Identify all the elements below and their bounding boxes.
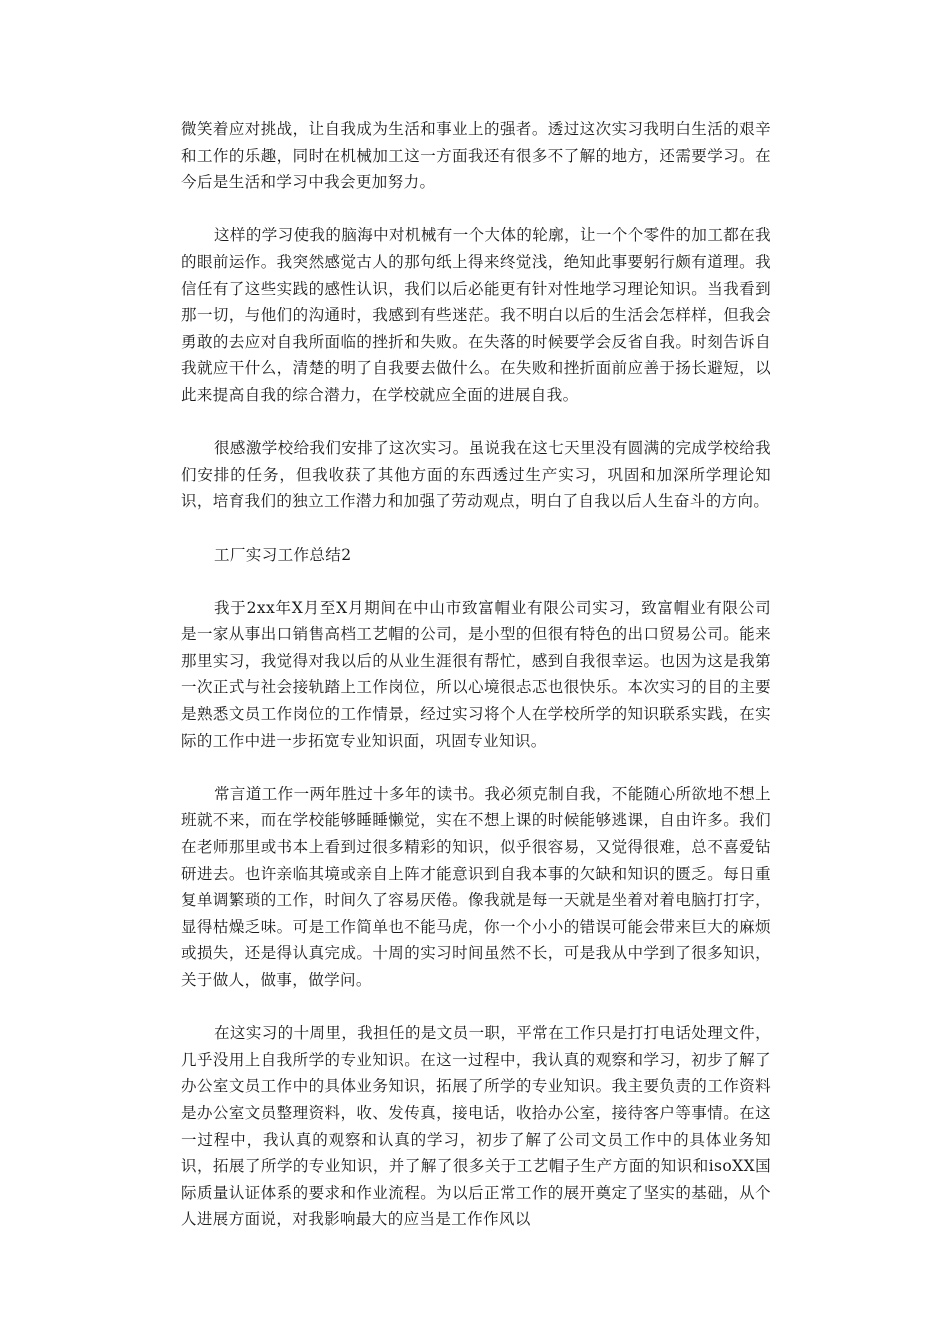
paragraph-continuation: 微笑着应对挑战，让自我成为生活和事业上的强者。透过这次实习我明白生活的艰辛和工作的乐趣，同时在机械加工这一方面我还有很多不了解的地方，还需要学习。在今后是生活和学习中我会更加努力。: [181, 120, 771, 192]
paragraph-work-vs-study: 常言道工作一两年胜过十多年的读书。我必须克制自我，不能随心所欲地不想上班就不来，而在学校能够睡睡懒觉，实在不想上课的时候能够逃课，自由许多。我们在老师那里或书本上看到过很多精彩的知识，似乎很容易，又觉得很难，总不喜爱钻研进去。也许亲临其境或亲自上阵才能意识到自我本事的欠缺和知识的匮乏。每日重复单调繁琐的工作，时间久了容易厌倦。像我就是每一天就是坐着对着电脑打打字，显得枯燥乏味。可是工作简单也不能马虎，你一个小小的错误可能会带来巨大的麻烦或损失，还是得认真完成。十周的实习时间虽然不长，可是我从中学到了很多知识，关于做人，做事，做学问。: [181, 784, 771, 989]
section-heading: 工厂实习工作总结2: [214, 545, 352, 564]
paragraph-gratitude: 很感激学校给我们安排了这次实习。虽说我在这七天里没有圆满的完成学校给我们安排的任务，但我收获了其他方面的东西透过生产实习，巩固和加深所学理论知识，培育我们的独立工作潜力和加强了劳动观点，明白了自我以后人生奋斗的方向。: [181, 439, 771, 511]
paragraph-learning-outline: 这样的学习使我的脑海中对机械有一个大体的轮廓，让一个个零件的加工都在我的眼前运作。我突然感觉古人的那句纸上得来终觉浅，绝知此事要躬行颇有道理。我信任有了这些实践的感性认识，我们以后必能更有针对性地学习理论知识。当我看到那一切，与他们的沟通时，我感到有些迷茫。我不明白以后的生活会怎样样，但我会勇敢的去应对自我所面临的挫折和失败。在失落的时候要学会反省自我。时刻告诉自我就应干什么，清楚的明了自我要去做什么。在失败和挫折面前应善于扬长避短，以此来提高自我的综合潜力，在学校就应全面的进展自我。: [181, 226, 771, 404]
document-body: [181, 116, 771, 1260]
paragraph-clerk-duties: 在这实习的十周里，我担任的是文员一职，平常在工作只是打打电话处理文件，几乎没用上自我所学的专业知识。在这一过程中，我认真的观察和学习，初步了解了办公室文员工作中的具体业务知识，拓展了所学的专业知识。我主要负责的工作资料是办公室文员整理资料，收、发传真，接电话，收拾办公室，接待客户等事情。在这一过程中，我认真的观察和认真的学习，初步了解了公司文员工作中的具体业务知识，拓展了所学的专业知识，并了解了很多关于工艺帽子生产方面的知识和isoXX国际质量认证体系的要求和作业流程。为以后正常工作的展开奠定了坚实的基础，从个人进展方面说，对我影响最大的应当是工作作风以: [181, 1024, 771, 1229]
paragraph-internship-intro: 我于2xx年X月至X月期间在中山市致富帽业有限公司实习，致富帽业有限公司是一家从事出口销售高档工艺帽的公司，是小型的但很有特色的出口贸易公司。能来那里实习，我觉得对我以后的从业生涯很有帮忙，感到自我很幸运。也因为这是我第一次正式与社会接轨踏上工作岗位，所以心境很忐忑也很快乐。本次实习的目的主要是熟悉文员工作岗位的工作情景，经过实习将个人在学校所学的知识联系实践，在实际的工作中进一步拓宽专业知识面，巩固专业知识。: [181, 598, 771, 750]
